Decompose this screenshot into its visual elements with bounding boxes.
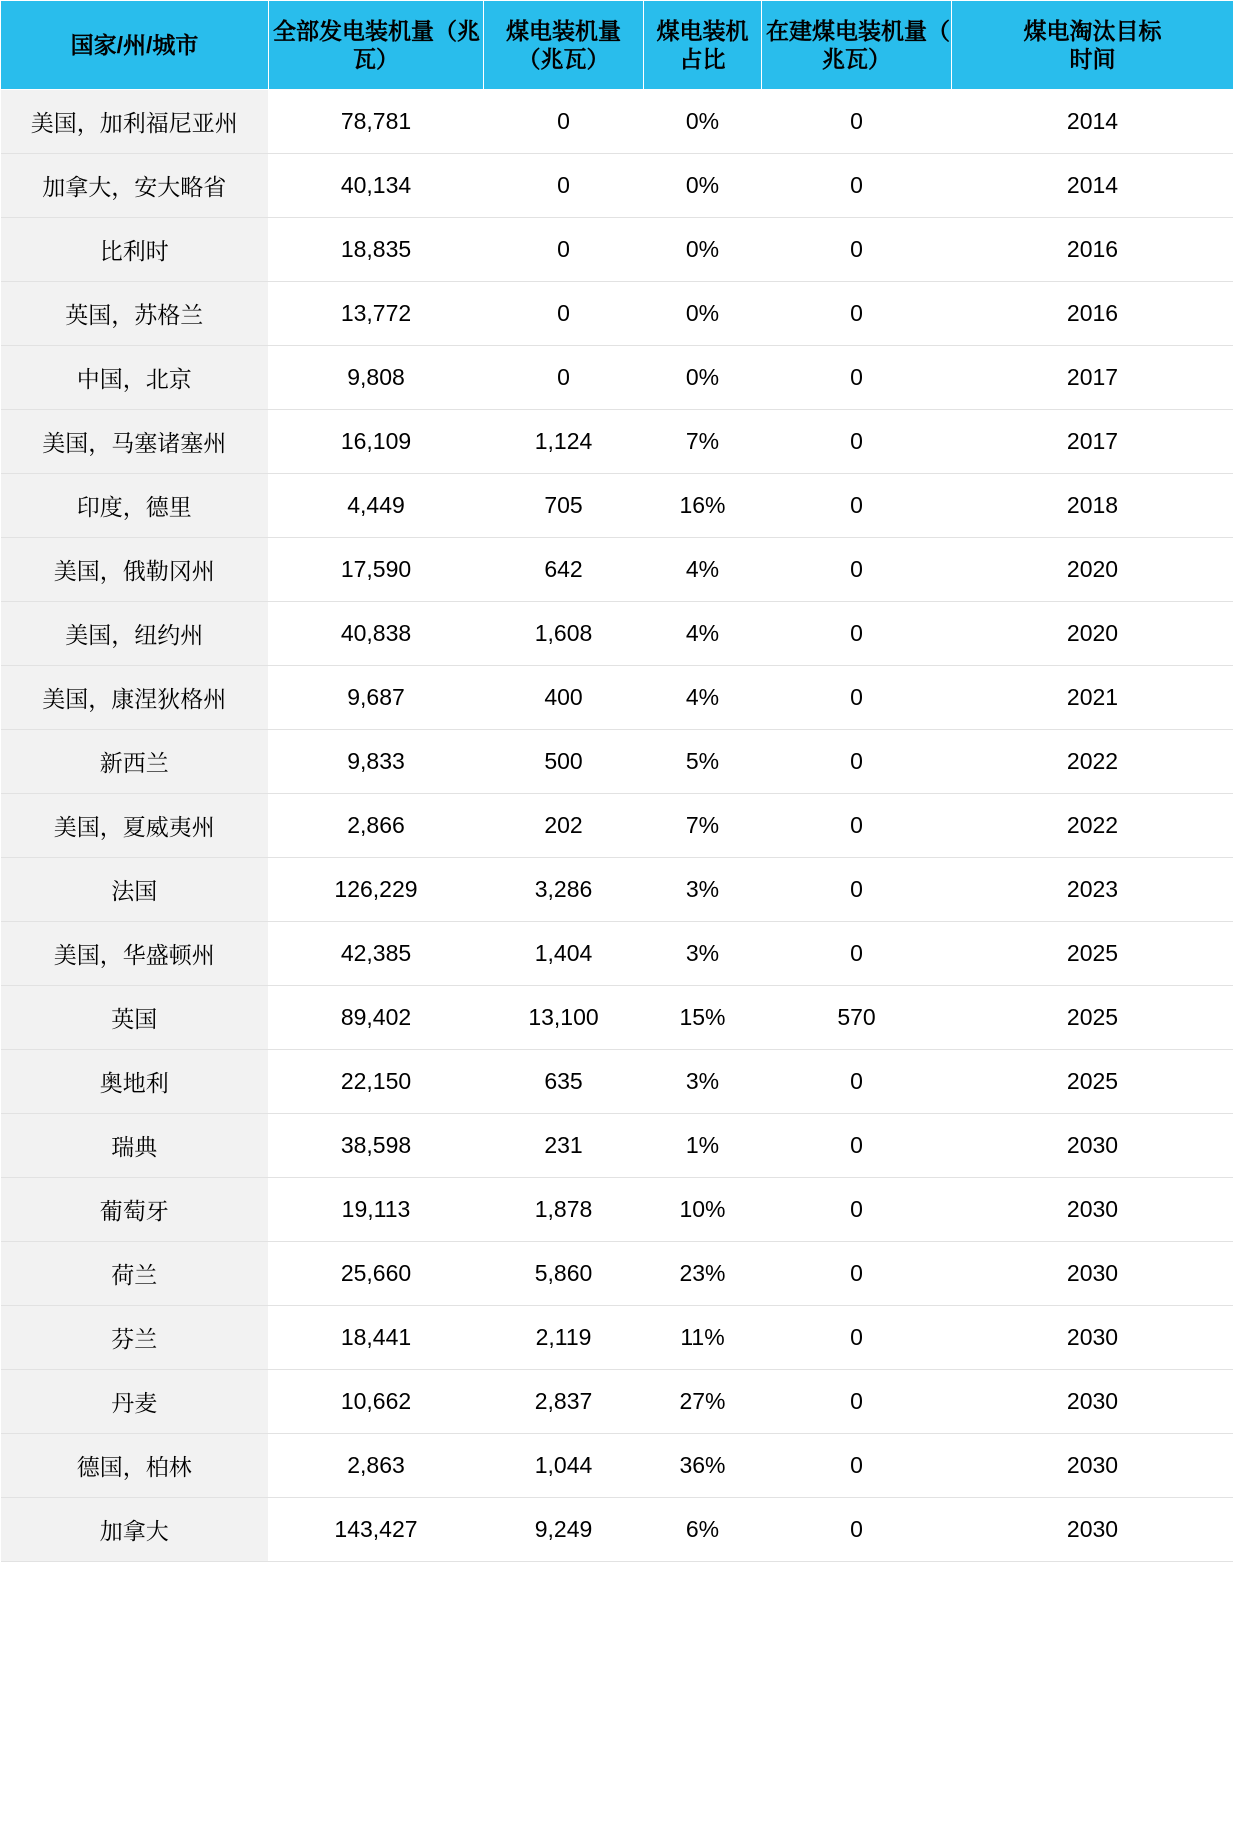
cell-coal-share: 27% [644,1370,762,1434]
cell-coal-capacity: 1,404 [484,922,644,986]
cell-under-construction: 0 [762,730,952,794]
table-row [1,1434,1233,1498]
cell-region: 芬兰 [1,1306,269,1370]
cell-region: 美国，加利福尼亚州 [1,90,269,154]
cell-region: 瑞典 [1,1114,269,1178]
cell-under-construction: 0 [762,154,952,218]
table-row [1,602,1233,666]
cell-total-capacity: 40,838 [269,602,484,666]
cell-coal-capacity: 1,124 [484,410,644,474]
cell-phaseout-year: 2017 [952,346,1233,410]
cell-total-capacity: 42,385 [269,922,484,986]
cell-under-construction: 0 [762,538,952,602]
table-row [1,1114,1233,1178]
cell-under-construction: 0 [762,1306,952,1370]
cell-total-capacity: 18,441 [269,1306,484,1370]
cell-phaseout-year: 2023 [952,858,1233,922]
cell-coal-share: 0% [644,90,762,154]
cell-coal-capacity: 202 [484,794,644,858]
cell-total-capacity: 9,687 [269,666,484,730]
cell-region: 英国 [1,986,269,1050]
cell-region: 新西兰 [1,730,269,794]
cell-coal-share: 4% [644,666,762,730]
cell-under-construction: 0 [762,1114,952,1178]
cell-under-construction: 0 [762,858,952,922]
table-header [1,1,1233,90]
cell-total-capacity: 2,863 [269,1434,484,1498]
cell-region: 法国 [1,858,269,922]
cell-coal-capacity: 705 [484,474,644,538]
cell-coal-share: 23% [644,1242,762,1306]
table-row [1,730,1233,794]
cell-region: 印度，德里 [1,474,269,538]
cell-region: 美国，康涅狄格州 [1,666,269,730]
cell-total-capacity: 10,662 [269,1370,484,1434]
cell-coal-share: 7% [644,410,762,474]
cell-total-capacity: 22,150 [269,1050,484,1114]
cell-coal-share: 0% [644,346,762,410]
table-row [1,346,1233,410]
cell-coal-share: 11% [644,1306,762,1370]
cell-region: 美国，马塞诸塞州 [1,410,269,474]
cell-coal-share: 6% [644,1498,762,1562]
table-row [1,1050,1233,1114]
cell-region: 中国，北京 [1,346,269,410]
cell-coal-share: 15% [644,986,762,1050]
cell-under-construction: 570 [762,986,952,1050]
cell-region: 丹麦 [1,1370,269,1434]
cell-under-construction: 0 [762,90,952,154]
table-row [1,154,1233,218]
cell-under-construction: 0 [762,602,952,666]
cell-total-capacity: 25,660 [269,1242,484,1306]
cell-region: 加拿大，安大略省 [1,154,269,218]
table-row [1,858,1233,922]
cell-coal-capacity: 2,119 [484,1306,644,1370]
cell-under-construction: 0 [762,218,952,282]
cell-phaseout-year: 2022 [952,730,1233,794]
cell-coal-capacity: 0 [484,218,644,282]
cell-coal-capacity: 400 [484,666,644,730]
cell-coal-share: 7% [644,794,762,858]
table-row [1,474,1233,538]
cell-region: 美国，夏威夷州 [1,794,269,858]
cell-total-capacity: 126,229 [269,858,484,922]
table-row [1,282,1233,346]
cell-region: 荷兰 [1,1242,269,1306]
table-row [1,666,1233,730]
cell-coal-share: 3% [644,922,762,986]
cell-coal-capacity: 231 [484,1114,644,1178]
cell-total-capacity: 18,835 [269,218,484,282]
column-header-phaseout-year: 煤电淘汰目标 时间 [952,1,1233,90]
cell-total-capacity: 19,113 [269,1178,484,1242]
cell-region: 英国，苏格兰 [1,282,269,346]
cell-under-construction: 0 [762,666,952,730]
column-header-coal-capacity: 煤电装机量 （兆瓦） [484,1,644,90]
cell-under-construction: 0 [762,282,952,346]
cell-coal-capacity: 1,608 [484,602,644,666]
cell-total-capacity: 13,772 [269,282,484,346]
cell-coal-share: 4% [644,538,762,602]
table-header-row [1,1,1233,90]
cell-phaseout-year: 2030 [952,1242,1233,1306]
cell-under-construction: 0 [762,346,952,410]
cell-coal-share: 16% [644,474,762,538]
cell-phaseout-year: 2025 [952,922,1233,986]
cell-coal-capacity: 3,286 [484,858,644,922]
cell-total-capacity: 4,449 [269,474,484,538]
cell-under-construction: 0 [762,1178,952,1242]
column-header-under-construction: 在建煤电装机量（ 兆瓦） [762,1,952,90]
cell-region: 美国，纽约州 [1,602,269,666]
cell-coal-capacity: 9,249 [484,1498,644,1562]
cell-phaseout-year: 2025 [952,986,1233,1050]
cell-phaseout-year: 2025 [952,1050,1233,1114]
cell-total-capacity: 40,134 [269,154,484,218]
cell-region: 比利时 [1,218,269,282]
cell-coal-share: 0% [644,218,762,282]
cell-region: 加拿大 [1,1498,269,1562]
cell-region: 美国，俄勒冈州 [1,538,269,602]
cell-coal-capacity: 0 [484,154,644,218]
cell-coal-capacity: 13,100 [484,986,644,1050]
cell-region: 德国，柏林 [1,1434,269,1498]
cell-coal-capacity: 5,860 [484,1242,644,1306]
cell-total-capacity: 143,427 [269,1498,484,1562]
table-row [1,90,1233,154]
cell-coal-capacity: 500 [484,730,644,794]
cell-region: 美国，华盛顿州 [1,922,269,986]
table-row [1,1178,1233,1242]
cell-region: 葡萄牙 [1,1178,269,1242]
cell-coal-share: 3% [644,858,762,922]
cell-region: 奥地利 [1,1050,269,1114]
cell-coal-capacity: 0 [484,282,644,346]
cell-phaseout-year: 2021 [952,666,1233,730]
table-row [1,1242,1233,1306]
column-header-coal-share: 煤电装机 占比 [644,1,762,90]
table-row [1,922,1233,986]
cell-under-construction: 0 [762,1050,952,1114]
cell-total-capacity: 17,590 [269,538,484,602]
cell-phaseout-year: 2030 [952,1434,1233,1498]
cell-phaseout-year: 2030 [952,1370,1233,1434]
cell-under-construction: 0 [762,1370,952,1434]
cell-phaseout-year: 2022 [952,794,1233,858]
cell-coal-capacity: 0 [484,346,644,410]
cell-under-construction: 0 [762,794,952,858]
table-row [1,538,1233,602]
cell-phaseout-year: 2014 [952,154,1233,218]
table-row [1,794,1233,858]
cell-coal-capacity: 1,044 [484,1434,644,1498]
cell-total-capacity: 9,833 [269,730,484,794]
cell-under-construction: 0 [762,410,952,474]
table-row [1,986,1233,1050]
cell-under-construction: 0 [762,474,952,538]
cell-total-capacity: 9,808 [269,346,484,410]
column-header-total-capacity: 全部发电装机量（兆 瓦） [269,1,484,90]
cell-phaseout-year: 2014 [952,90,1233,154]
table-row [1,1370,1233,1434]
cell-coal-capacity: 1,878 [484,1178,644,1242]
cell-phaseout-year: 2030 [952,1114,1233,1178]
cell-under-construction: 0 [762,1498,952,1562]
table-row [1,1306,1233,1370]
cell-total-capacity: 78,781 [269,90,484,154]
table-row [1,1498,1233,1562]
cell-phaseout-year: 2018 [952,474,1233,538]
cell-phaseout-year: 2030 [952,1306,1233,1370]
cell-phaseout-year: 2016 [952,282,1233,346]
cell-coal-share: 4% [644,602,762,666]
cell-coal-capacity: 642 [484,538,644,602]
table-row [1,410,1233,474]
cell-under-construction: 0 [762,1434,952,1498]
cell-coal-share: 0% [644,282,762,346]
cell-coal-capacity: 0 [484,90,644,154]
cell-phaseout-year: 2016 [952,218,1233,282]
column-header-region: 国家/州/城市 [1,1,269,90]
cell-coal-capacity: 635 [484,1050,644,1114]
cell-coal-share: 1% [644,1114,762,1178]
cell-coal-share: 3% [644,1050,762,1114]
cell-phaseout-year: 2017 [952,410,1233,474]
cell-total-capacity: 38,598 [269,1114,484,1178]
cell-total-capacity: 2,866 [269,794,484,858]
cell-coal-share: 36% [644,1434,762,1498]
cell-coal-share: 0% [644,154,762,218]
cell-phaseout-year: 2020 [952,538,1233,602]
table-row [1,218,1233,282]
cell-phaseout-year: 2030 [952,1498,1233,1562]
cell-under-construction: 0 [762,1242,952,1306]
cell-under-construction: 0 [762,922,952,986]
cell-coal-share: 5% [644,730,762,794]
cell-total-capacity: 16,109 [269,410,484,474]
table-body [1,90,1233,1562]
cell-phaseout-year: 2030 [952,1178,1233,1242]
cell-phaseout-year: 2020 [952,602,1233,666]
cell-coal-share: 10% [644,1178,762,1242]
cell-total-capacity: 89,402 [269,986,484,1050]
cell-coal-capacity: 2,837 [484,1370,644,1434]
